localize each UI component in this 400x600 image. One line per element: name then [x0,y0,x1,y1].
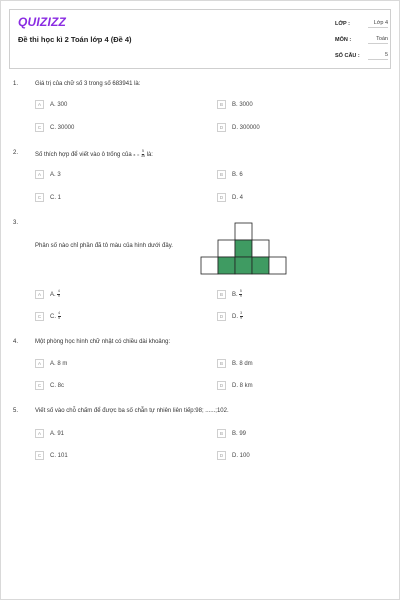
option-text: C. 30000 [50,124,75,131]
option-text: D. 4 [232,194,244,201]
fraction-numerator: 4 [57,289,60,294]
shaded-cell [218,257,235,274]
q4-option-b[interactable] [217,359,253,368]
equation-eq: = [137,151,140,157]
fraction-numerator: 3 [240,311,243,316]
fraction-denominator: 35 [141,153,145,158]
fraction-denominator: 9 [239,294,242,298]
fraction-numerator: 4 [58,311,61,316]
option-fraction [58,312,61,321]
q1-option-d[interactable] [217,123,260,132]
meta-subject [335,32,390,48]
meta-grade-label: LỚP : [335,21,350,27]
q2-option-b[interactable] [217,170,243,179]
unshaded-cell [269,257,286,274]
unshaded-cell [201,257,218,274]
q3-option-c[interactable] [35,312,61,321]
question-text-main: Số thích hợp để viết vào ô trống của [35,151,132,158]
question-number: 1. [13,81,19,87]
option-text: D. 100 [232,452,250,459]
option-letter-box: C [35,451,44,460]
q1-option-a[interactable] [35,100,67,109]
meta-count [335,48,390,64]
q2-option-c[interactable] [35,193,61,202]
option-fraction [239,290,242,299]
q2-option-d[interactable] [217,193,243,202]
worksheet-header [9,9,391,69]
q4-option-c[interactable] [35,381,64,390]
option-text: D. 8 km [232,382,253,389]
option-fraction [57,290,60,299]
fraction-denominator: 9 [240,316,243,320]
meta-count-value: 5 [368,52,388,60]
q5-option-b[interactable] [217,429,246,438]
equation-var: x [133,151,136,157]
option-letter-box: A [35,429,44,438]
question-text-suffix: là: [146,151,153,158]
question-text: Giá trị của chữ số 3 trong số 683941 là: [35,81,141,87]
option-letter-box: A [35,100,44,109]
fraction-numerator: 5 [142,149,144,153]
q3-option-d[interactable] [217,312,243,321]
option-letter-box: C [35,193,44,202]
option-letter-box: C [35,312,44,321]
worksheet-title: Đề thi học kì 2 Toán lớp 4 (Đề 4) [18,35,132,44]
option-text: A. 8 m [50,360,68,367]
option-label: A. [50,291,56,298]
shaded-cell [235,240,252,257]
q2-option-a[interactable] [35,170,61,179]
meta-subject-value: Toán [368,36,388,44]
option-letter-box: B [217,290,226,299]
option-text: C. 1 [50,194,62,201]
option-label: C. [50,313,56,320]
option-letter-box: C [35,123,44,132]
option-fraction [240,312,243,321]
question-number: 4. [13,339,19,345]
option-text: B. 99 [232,430,247,437]
option-text: A. 300 [50,101,68,108]
question-number: 3. [13,220,19,226]
option-letter-box: D [217,312,226,321]
option-letter-box: D [217,123,226,132]
option-letter-box: C [35,381,44,390]
q1-option-c[interactable] [35,123,74,132]
option-letter-box: A [35,290,44,299]
option-letter-box: D [217,193,226,202]
meta-subject-label: MÔN : [335,37,352,43]
q3-option-b[interactable] [217,290,242,299]
option-text: A. 3 [50,171,61,178]
fraction-denominator: 5 [58,316,61,320]
q4-option-a[interactable] [35,359,67,368]
q5-option-c[interactable] [35,451,68,460]
question-text: Phân số nào chỉ phần đã tô màu của hình dưới đây. [35,243,173,249]
option-letter-box: B [217,429,226,438]
option-letter-box: D [217,381,226,390]
option-label: B. [232,291,238,298]
option-letter-box: A [35,170,44,179]
shaded-fraction-figure [200,222,288,276]
fraction-denominator: 9 [57,294,60,298]
shaded-cell [252,257,269,274]
unshaded-cell [235,223,252,240]
option-text: C. 8c [50,382,65,389]
option-label: D. [232,313,238,320]
question-text [35,150,153,159]
meta-block [335,16,390,64]
quizizz-logo: QUIZIZZ [18,15,67,29]
option-text: D. 300000 [232,124,260,131]
q1-option-b[interactable] [217,100,253,109]
unshaded-cell [218,240,235,257]
equation-fraction [141,150,145,159]
option-text: C. 101 [50,452,68,459]
question-text: Một phòng học hình chữ nhật có chiều dài khoảng: [35,339,171,345]
meta-grade [335,16,390,32]
option-text: B. 3000 [232,101,253,108]
fraction-numerator: 5 [239,289,242,294]
option-text: B. 8 dm [232,360,253,367]
unshaded-cell [252,240,269,257]
q3-option-a[interactable] [35,290,60,299]
option-letter-box: B [217,359,226,368]
option-letter-box: A [35,359,44,368]
q5-option-a[interactable] [35,429,64,438]
meta-grade-value: Lớp 4 [368,20,388,28]
option-letter-box: B [217,170,226,179]
option-letter-box: D [217,451,226,460]
option-letter-box: B [217,100,226,109]
question-text: Viết số vào chỗ chấm để được ba số chẵn tự nhiên liên tiếp:98; ......;102. [35,408,229,414]
question-number: 5. [13,408,19,414]
question-number: 2. [13,150,19,156]
q4-option-d[interactable] [217,381,253,390]
option-text: A. 91 [50,430,65,437]
shaded-cell [235,257,252,274]
q5-option-d[interactable] [217,451,250,460]
option-text: B. 6 [232,171,243,178]
meta-count-label: SỐ CÂU : [335,53,360,59]
